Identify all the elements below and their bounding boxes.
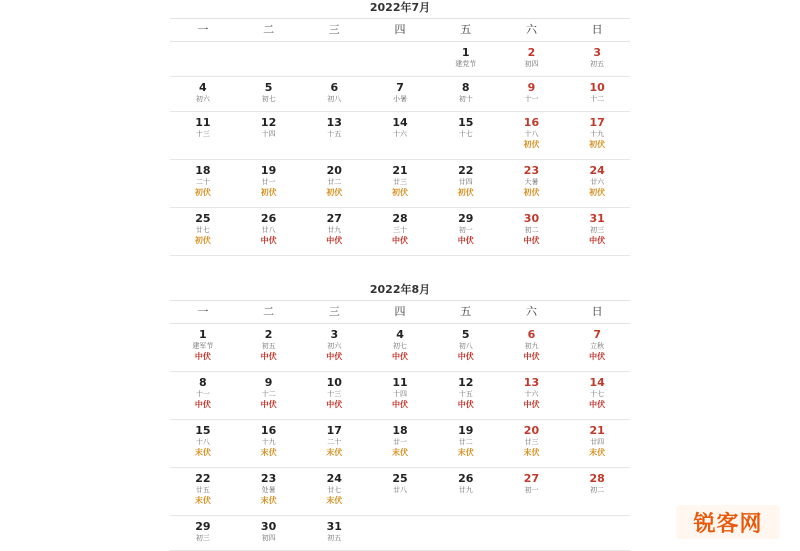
week-row <box>170 420 630 468</box>
day-number: 23 <box>260 472 277 485</box>
fu-period-label: 中伏 <box>260 400 277 409</box>
day-number: 12 <box>458 376 474 389</box>
day-number: 14 <box>589 376 605 389</box>
lunar-date: 小暑 <box>393 95 408 103</box>
day-cell[interactable] <box>367 420 433 467</box>
lunar-date: 十三 <box>327 390 342 398</box>
fu-period-label: 中伏 <box>523 352 540 361</box>
lunar-date: 廿三 <box>393 178 408 186</box>
lunar-date: 初八 <box>458 342 473 350</box>
lunar-date: 处暑 <box>261 486 276 494</box>
day-cell[interactable] <box>170 516 236 550</box>
day-cell[interactable] <box>301 420 367 467</box>
day-number: 10 <box>326 376 342 389</box>
day-number: 16 <box>523 116 540 129</box>
weekday-label: 四 <box>394 23 406 36</box>
day-number: 6 <box>527 328 536 341</box>
lunar-date: 大暑 <box>524 178 539 186</box>
fu-period-label: 中伏 <box>589 236 606 245</box>
empty-day-cell <box>301 42 367 76</box>
lunar-date: 廿六 <box>590 178 605 186</box>
fu-period-label: 末伏 <box>326 448 343 457</box>
fu-period-label: 中伏 <box>194 400 211 409</box>
fu-period-label: 末伏 <box>392 448 409 457</box>
fu-period-label: 初伏 <box>326 188 343 197</box>
fu-period-label: 中伏 <box>194 352 211 361</box>
day-cell[interactable] <box>367 372 433 419</box>
day-cell[interactable] <box>499 372 565 419</box>
day-cell[interactable] <box>301 468 367 515</box>
day-cell[interactable] <box>367 112 433 159</box>
fu-period-label: 末伏 <box>326 496 343 505</box>
week-row <box>170 42 630 77</box>
weekday-label: 五 <box>460 305 472 318</box>
week-row <box>170 160 630 208</box>
day-cell[interactable] <box>433 208 499 255</box>
day-cell[interactable] <box>301 77 367 111</box>
day-cell[interactable] <box>170 77 236 111</box>
lunar-date: 十六 <box>524 390 539 398</box>
day-cell[interactable] <box>367 468 433 515</box>
lunar-date: 二十 <box>195 178 210 186</box>
month-title: 2022年7月 <box>170 0 630 19</box>
lunar-date: 十二 <box>590 95 605 103</box>
day-cell[interactable] <box>433 77 499 111</box>
day-cell[interactable] <box>499 77 565 111</box>
day-cell[interactable] <box>367 160 433 207</box>
day-cell[interactable] <box>433 160 499 207</box>
fu-period-label: 初伏 <box>589 140 606 149</box>
day-cell[interactable] <box>564 77 630 111</box>
day-number: 25 <box>195 212 211 225</box>
day-number: 6 <box>330 81 339 94</box>
fu-period-label: 中伏 <box>392 400 409 409</box>
lunar-date: 廿九 <box>458 486 473 494</box>
day-cell[interactable] <box>433 324 499 371</box>
lunar-date: 十四 <box>393 390 408 398</box>
lunar-date: 初一 <box>524 486 539 494</box>
weekday-label: 二 <box>263 23 275 36</box>
day-number: 7 <box>396 81 404 94</box>
day-cell[interactable] <box>236 516 302 550</box>
day-cell[interactable] <box>301 372 367 419</box>
empty-day-cell <box>170 42 236 76</box>
day-cell[interactable] <box>564 112 630 159</box>
day-cell[interactable] <box>499 324 565 371</box>
day-cell[interactable] <box>170 468 236 515</box>
lunar-date: 廿五 <box>195 486 210 494</box>
lunar-date: 十八 <box>195 438 210 446</box>
day-number: 9 <box>527 81 536 94</box>
fu-period-label: 中伏 <box>523 236 540 245</box>
lunar-date: 初九 <box>524 342 539 350</box>
lunar-date: 十一 <box>524 95 539 103</box>
lunar-date: 廿八 <box>261 226 276 234</box>
weekday-label: 四 <box>394 305 406 318</box>
lunar-date: 廿二 <box>327 178 342 186</box>
lunar-date: 初五 <box>261 342 276 350</box>
day-number: 16 <box>260 424 277 437</box>
fu-period-label: 末伏 <box>194 496 211 505</box>
calendar-july-2022 <box>170 0 630 256</box>
lunar-date: 三十 <box>393 226 408 234</box>
day-number: 4 <box>396 328 404 341</box>
day-cell[interactable] <box>433 420 499 467</box>
day-number: 22 <box>195 472 211 485</box>
fu-period-label: 初伏 <box>194 236 211 245</box>
day-cell[interactable] <box>367 77 433 111</box>
fu-period-label: 初伏 <box>260 188 277 197</box>
day-number: 2 <box>264 328 273 341</box>
day-number: 26 <box>260 212 277 225</box>
day-number: 11 <box>392 376 408 389</box>
weekday-label: 五 <box>460 23 472 36</box>
lunar-date: 廿三 <box>524 438 539 446</box>
day-number: 5 <box>461 328 470 341</box>
lunar-date: 初十 <box>458 95 473 103</box>
fu-period-label: 末伏 <box>523 448 540 457</box>
lunar-date: 十三 <box>195 130 210 138</box>
lunar-date: 十四 <box>261 130 276 138</box>
day-number: 15 <box>195 424 211 437</box>
day-number: 10 <box>589 81 605 94</box>
fu-period-label: 中伏 <box>326 352 343 361</box>
weekday-label: 三 <box>328 23 340 36</box>
day-number: 8 <box>461 81 470 94</box>
day-number: 26 <box>458 472 474 485</box>
day-cell[interactable] <box>301 516 367 550</box>
lunar-date: 廿七 <box>195 226 210 234</box>
day-grid <box>170 324 630 551</box>
lunar-date: 十六 <box>393 130 408 138</box>
month-title: 2022年8月 <box>170 282 630 301</box>
week-row <box>170 112 630 160</box>
day-cell[interactable] <box>433 112 499 159</box>
empty-day-cell <box>433 516 499 550</box>
day-number: 17 <box>589 116 605 129</box>
fu-period-label: 末伏 <box>589 448 606 457</box>
day-cell[interactable] <box>236 420 302 467</box>
lunar-date: 初六 <box>327 342 342 350</box>
day-cell[interactable] <box>170 112 236 159</box>
lunar-date: 初一 <box>458 226 473 234</box>
fu-period-label: 初伏 <box>392 188 409 197</box>
day-cell[interactable] <box>499 420 565 467</box>
empty-day-cell <box>367 516 433 550</box>
day-number: 17 <box>326 424 342 437</box>
fu-period-label: 中伏 <box>457 236 474 245</box>
day-number: 30 <box>523 212 540 225</box>
empty-day-cell <box>499 516 565 550</box>
weekday-header <box>170 19 630 42</box>
day-cell[interactable] <box>170 324 236 371</box>
lunar-date: 十二 <box>261 390 276 398</box>
day-number: 28 <box>392 212 408 225</box>
lunar-date: 廿四 <box>590 438 605 446</box>
fu-period-label: 中伏 <box>392 236 409 245</box>
day-number: 30 <box>260 520 277 533</box>
day-cell[interactable] <box>236 468 302 515</box>
day-cell[interactable] <box>236 208 302 255</box>
week-row <box>170 372 630 420</box>
fu-period-label: 中伏 <box>392 352 409 361</box>
lunar-date: 廿四 <box>458 178 473 186</box>
day-cell[interactable] <box>433 468 499 515</box>
lunar-date: 初三 <box>590 226 605 234</box>
day-number: 20 <box>326 164 342 177</box>
fu-period-label: 中伏 <box>589 400 606 409</box>
day-cell[interactable] <box>499 208 565 255</box>
day-cell[interactable] <box>499 160 565 207</box>
day-cell[interactable] <box>236 160 302 207</box>
week-row <box>170 208 630 256</box>
weekday-label: 一 <box>197 23 209 36</box>
lunar-date: 廿一 <box>261 178 276 186</box>
day-cell[interactable] <box>499 42 565 76</box>
day-number: 1 <box>199 328 207 341</box>
lunar-date: 十五 <box>327 130 342 138</box>
weekday-label: 日 <box>591 23 603 36</box>
day-cell[interactable] <box>564 468 630 515</box>
day-number: 29 <box>458 212 474 225</box>
fu-period-label: 初伏 <box>457 188 474 197</box>
week-row <box>170 324 630 372</box>
weekday-label: 一 <box>197 305 209 318</box>
empty-day-cell <box>367 42 433 76</box>
lunar-date: 十一 <box>195 390 210 398</box>
day-number: 15 <box>458 116 474 129</box>
day-cell[interactable] <box>301 324 367 371</box>
lunar-date: 初七 <box>393 342 408 350</box>
fu-period-label: 末伏 <box>260 496 277 505</box>
day-number: 2 <box>527 46 536 59</box>
lunar-date: 初八 <box>327 95 342 103</box>
day-number: 3 <box>330 328 339 341</box>
empty-day-cell <box>236 42 302 76</box>
weekday-label: 三 <box>328 305 340 318</box>
day-cell[interactable] <box>564 372 630 419</box>
day-number: 31 <box>326 520 342 533</box>
day-number: 5 <box>264 81 273 94</box>
day-cell[interactable] <box>433 42 499 76</box>
lunar-date: 廿一 <box>393 438 408 446</box>
day-number: 18 <box>195 164 211 177</box>
day-number: 14 <box>392 116 408 129</box>
day-cell[interactable] <box>170 420 236 467</box>
day-cell[interactable] <box>367 208 433 255</box>
day-number: 7 <box>593 328 601 341</box>
day-number: 11 <box>195 116 211 129</box>
day-cell[interactable] <box>236 324 302 371</box>
fu-period-label: 末伏 <box>457 448 474 457</box>
day-cell[interactable] <box>301 208 367 255</box>
day-cell[interactable] <box>236 77 302 111</box>
day-cell[interactable] <box>433 372 499 419</box>
day-cell[interactable] <box>170 208 236 255</box>
fu-period-label: 中伏 <box>457 400 474 409</box>
weekday-label: 二 <box>263 305 275 318</box>
day-cell[interactable] <box>236 372 302 419</box>
day-cell[interactable] <box>301 112 367 159</box>
day-number: 19 <box>260 164 277 177</box>
day-grid <box>170 42 630 256</box>
fu-period-label: 末伏 <box>194 448 211 457</box>
day-cell[interactable] <box>236 112 302 159</box>
lunar-date: 初五 <box>327 534 342 542</box>
day-cell[interactable] <box>170 372 236 419</box>
lunar-date: 十九 <box>590 130 605 138</box>
day-number: 19 <box>458 424 474 437</box>
day-cell[interactable] <box>499 112 565 159</box>
day-number: 9 <box>264 376 273 389</box>
fu-period-label: 中伏 <box>457 352 474 361</box>
day-number: 24 <box>326 472 342 485</box>
day-number: 20 <box>523 424 540 437</box>
weekday-label: 日 <box>591 305 603 318</box>
lunar-date: 初五 <box>590 60 605 68</box>
day-cell[interactable] <box>564 420 630 467</box>
day-number: 21 <box>392 164 408 177</box>
lunar-date: 廿二 <box>458 438 473 446</box>
calendar-august-2022 <box>170 282 630 551</box>
day-number: 8 <box>199 376 207 389</box>
day-number: 27 <box>523 472 540 485</box>
lunar-date: 初二 <box>590 486 605 494</box>
day-number: 1 <box>461 46 470 59</box>
lunar-date: 十七 <box>458 130 473 138</box>
lunar-date: 建党节 <box>455 60 477 68</box>
day-number: 27 <box>326 212 342 225</box>
empty-day-cell <box>564 516 630 550</box>
fu-period-label: 中伏 <box>260 352 277 361</box>
fu-period-label: 初伏 <box>194 188 211 197</box>
fu-period-label: 中伏 <box>326 400 343 409</box>
day-number: 22 <box>458 164 474 177</box>
week-row <box>170 516 630 551</box>
fu-period-label: 中伏 <box>260 236 277 245</box>
day-cell[interactable] <box>301 160 367 207</box>
day-number: 3 <box>593 46 601 59</box>
weekday-header <box>170 301 630 324</box>
site-watermark-logo: 锐客网 <box>676 505 780 539</box>
day-number: 23 <box>523 164 540 177</box>
lunar-date: 初四 <box>524 60 539 68</box>
day-cell[interactable] <box>564 208 630 255</box>
fu-period-label: 中伏 <box>523 400 540 409</box>
lunar-date: 初六 <box>195 95 210 103</box>
lunar-date: 初二 <box>524 226 539 234</box>
lunar-date: 初三 <box>195 534 210 542</box>
lunar-date: 十八 <box>524 130 539 138</box>
day-number: 25 <box>392 472 408 485</box>
lunar-date: 二十 <box>327 438 342 446</box>
day-cell[interactable] <box>564 160 630 207</box>
lunar-date: 初四 <box>261 534 276 542</box>
day-number: 18 <box>392 424 408 437</box>
day-number: 24 <box>589 164 605 177</box>
day-number: 13 <box>326 116 342 129</box>
fu-period-label: 中伏 <box>589 352 606 361</box>
day-number: 29 <box>195 520 211 533</box>
week-row <box>170 77 630 112</box>
fu-period-label: 初伏 <box>523 140 540 149</box>
fu-period-label: 初伏 <box>523 188 540 197</box>
lunar-date: 立秋 <box>590 342 605 350</box>
week-row <box>170 468 630 516</box>
day-cell[interactable] <box>499 468 565 515</box>
lunar-date: 十五 <box>458 390 473 398</box>
fu-period-label: 中伏 <box>326 236 343 245</box>
day-number: 12 <box>260 116 277 129</box>
day-number: 13 <box>523 376 540 389</box>
weekday-label: 六 <box>525 23 537 36</box>
day-cell[interactable] <box>367 324 433 371</box>
lunar-date: 十七 <box>590 390 605 398</box>
lunar-date: 初七 <box>261 95 276 103</box>
day-number: 21 <box>589 424 605 437</box>
lunar-date: 建军节 <box>192 342 214 350</box>
lunar-date: 廿七 <box>327 486 342 494</box>
day-number: 4 <box>199 81 207 94</box>
weekday-label: 六 <box>525 305 537 318</box>
day-cell[interactable] <box>564 324 630 371</box>
lunar-date: 廿八 <box>393 486 408 494</box>
day-number: 28 <box>589 472 605 485</box>
fu-period-label: 末伏 <box>260 448 277 457</box>
day-cell[interactable] <box>170 160 236 207</box>
lunar-date: 十九 <box>261 438 276 446</box>
day-number: 31 <box>589 212 605 225</box>
day-cell[interactable] <box>564 42 630 76</box>
fu-period-label: 初伏 <box>589 188 606 197</box>
lunar-date: 廿九 <box>327 226 342 234</box>
